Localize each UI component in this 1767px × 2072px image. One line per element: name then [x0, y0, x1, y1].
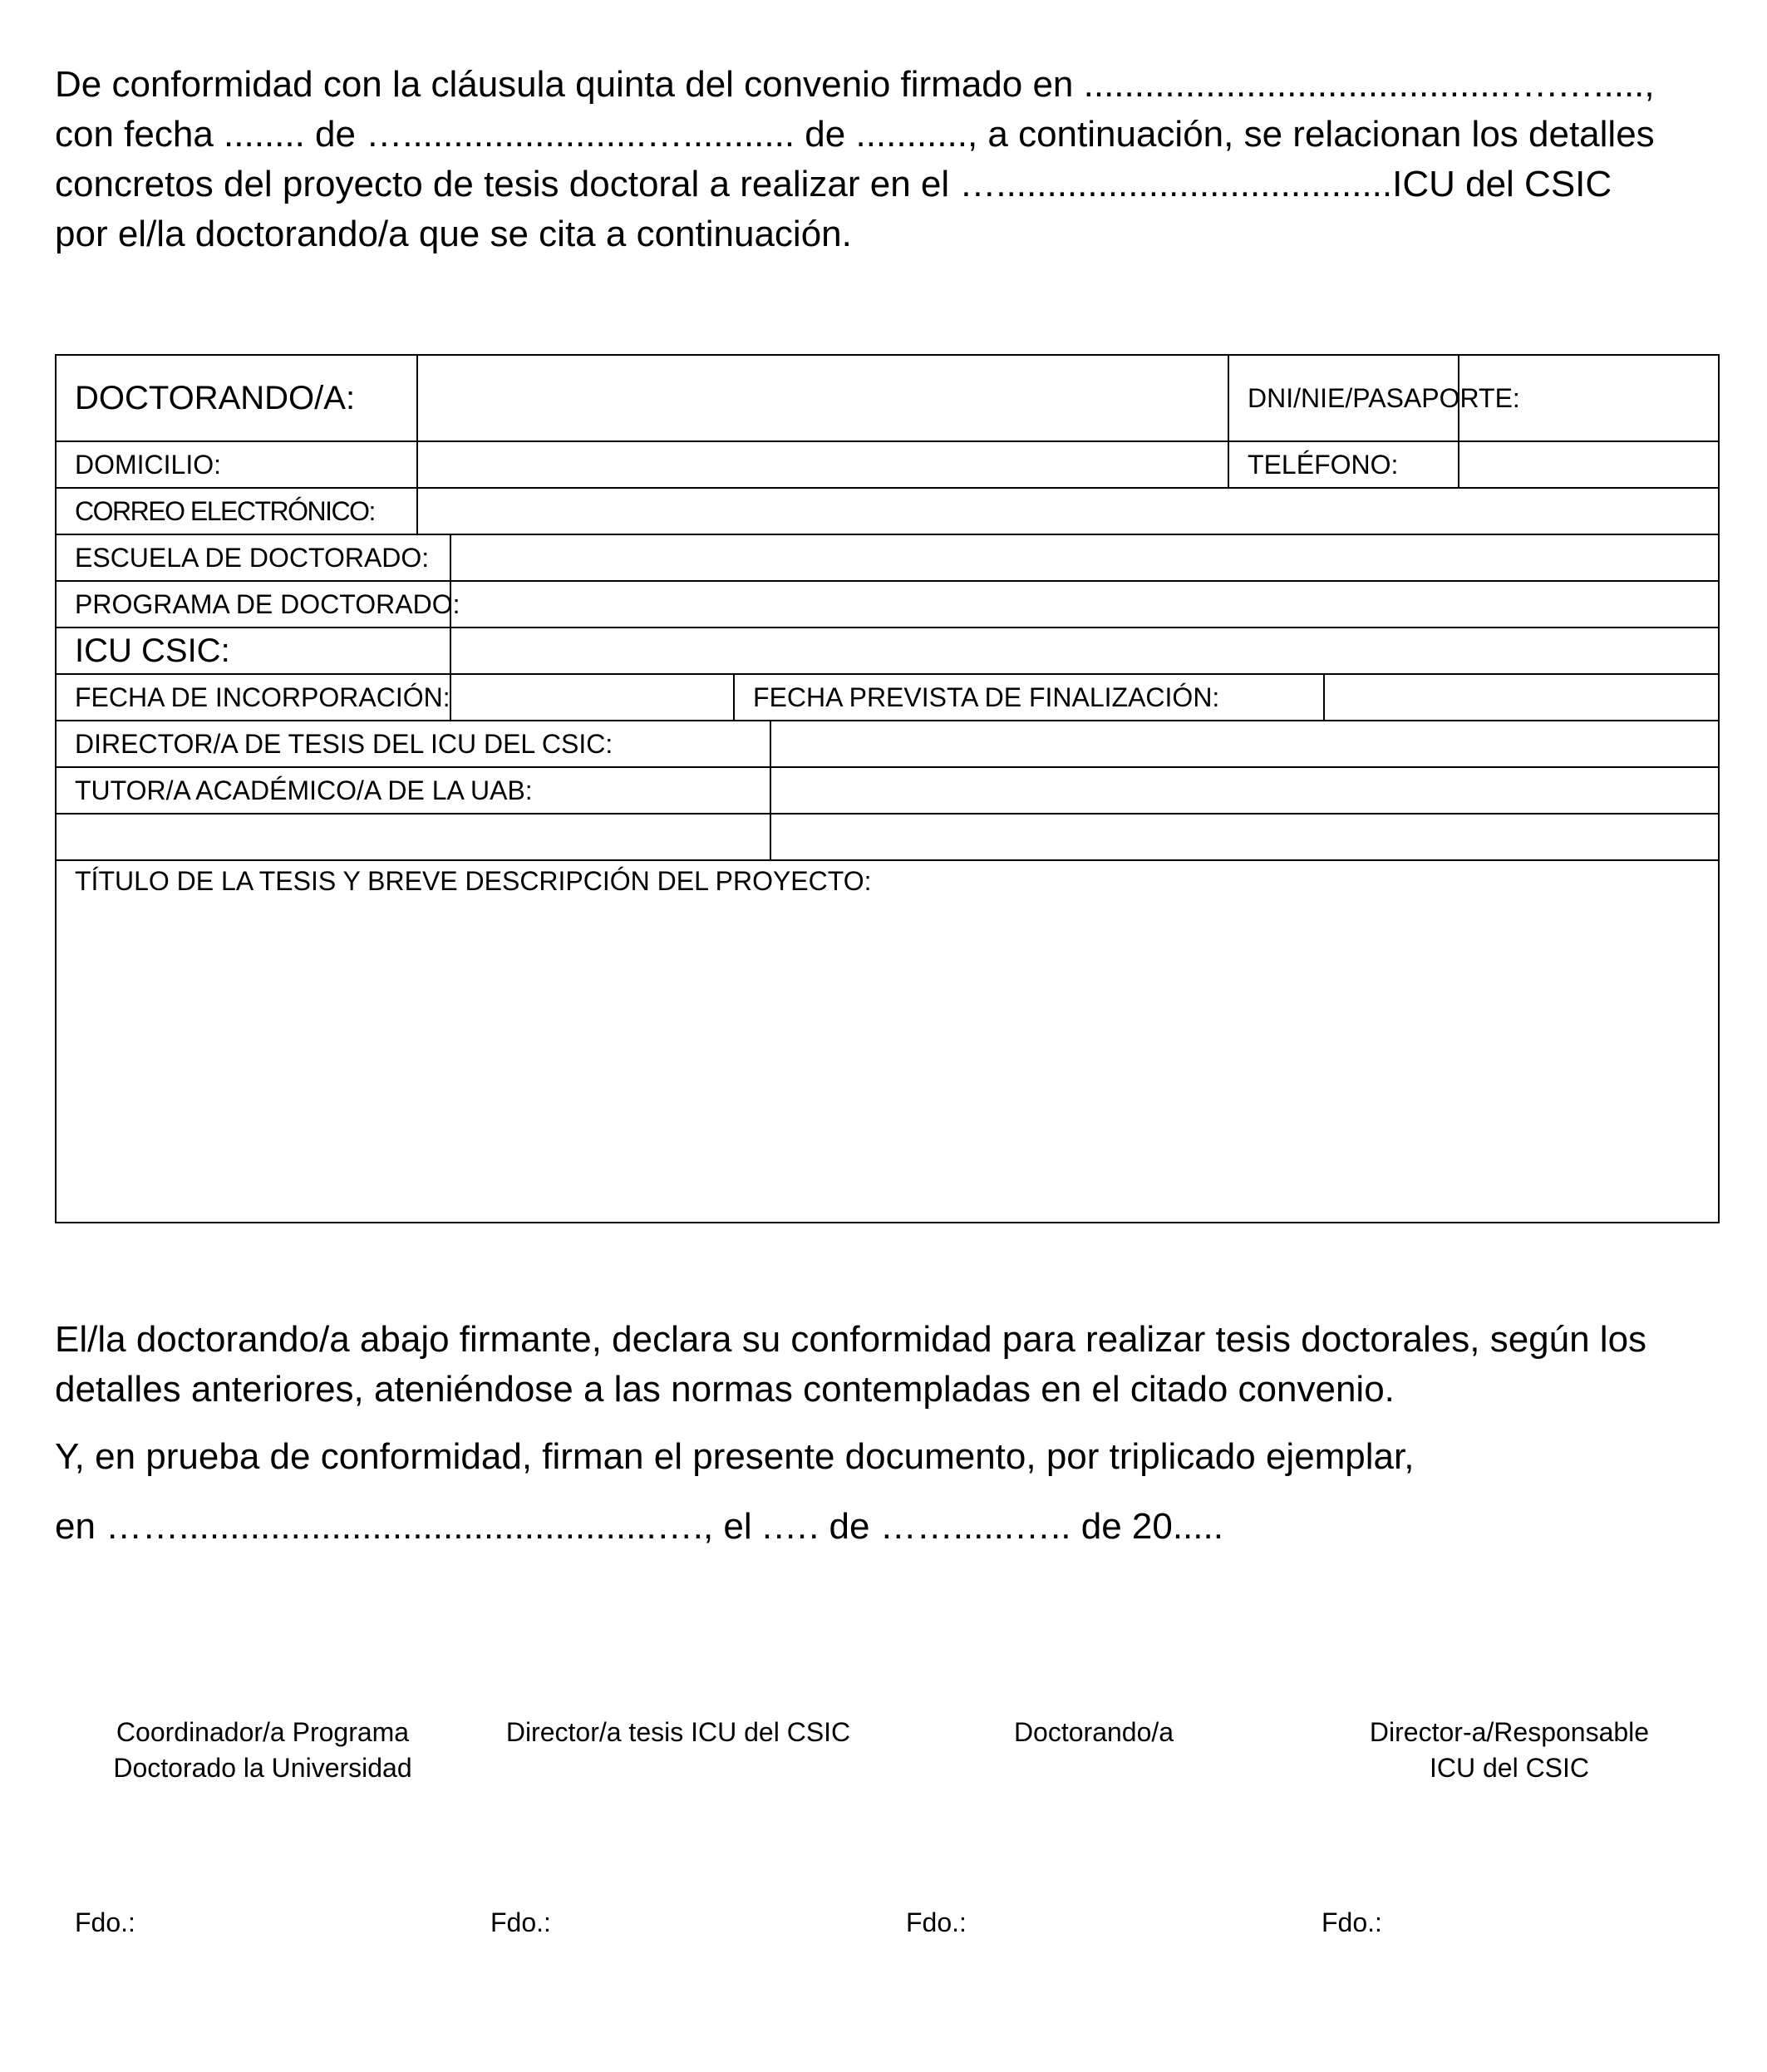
- signature-role-line: Coordinador/a Programa: [116, 1717, 410, 1747]
- blank-label-cell[interactable]: [56, 814, 770, 860]
- proof-line: Y, en prueba de conformidad, firman el presente documento, por triplicado ejemplar,: [55, 1436, 1415, 1477]
- signature-role-coordinador: [55, 1715, 470, 1786]
- programa-label: PROGRAMA DE DOCTORADO:: [56, 581, 450, 628]
- row-blank: [56, 814, 1719, 860]
- domicilio-field[interactable]: [417, 441, 1228, 488]
- director-label: DIRECTOR/A DE TESIS DEL ICU DEL CSIC:: [56, 721, 770, 767]
- row-domicilio: [56, 441, 1719, 488]
- row-doctorando: [56, 355, 1719, 441]
- titulo-field[interactable]: [56, 860, 1719, 1223]
- signature-role-doctorando: [886, 1715, 1302, 1750]
- fdo-doctorando: Fdo.:: [906, 1907, 967, 1937]
- intro-paragraph: De conformidad con la cláusula quinta del convenio firmado en ..........................................….…....., con fecha ........ de …........................…........... de ..........., a continuación, se relacionan los detalles concretos del proyecto de tesis doctoral a realizar en el ….......................................ICU del CSIC por el/la doctorando/a que se cita a continuación.: [55, 64, 1655, 254]
- signature-role-director-tesis: [470, 1715, 886, 1750]
- fdo-coordinador: Fdo.:: [75, 1907, 135, 1937]
- row-icu: [56, 628, 1719, 674]
- place-date-line: en ……...............................................…., el .…. de ……......….. de 20.....: [55, 1506, 1223, 1547]
- project-details-table: [55, 354, 1720, 1223]
- fecha-finalizacion-label: FECHA PREVISTA DE FINALIZACIÓN:: [734, 674, 1324, 721]
- correo-field[interactable]: [417, 488, 1719, 534]
- fecha-incorporacion-label: FECHA DE INCORPORACIÓN:: [56, 674, 450, 721]
- row-tutor: [56, 767, 1719, 814]
- signature-role-line: Director-a/Responsable: [1369, 1717, 1650, 1747]
- fdo-director-icu: Fdo.:: [1322, 1907, 1382, 1937]
- dni-label: DNI/NIE/PASAPORTE:: [1228, 355, 1459, 441]
- declaration-paragraph: El/la doctorando/a abajo firmante, declara su conformidad para realizar tesis doctorales, según los detalles anteriores, ateniéndose a las normas contempladas en el citado convenio.: [55, 1319, 1647, 1410]
- row-titulo: [56, 860, 1719, 1223]
- signature-role-line: ICU del CSIC: [1429, 1753, 1590, 1783]
- tutor-label: TUTOR/A ACADÉMICO/A DE LA UAB:: [56, 767, 770, 814]
- row-escuela: [56, 534, 1719, 581]
- row-programa: [56, 581, 1719, 628]
- escuela-field[interactable]: [450, 534, 1719, 581]
- fecha-finalizacion-field[interactable]: [1324, 674, 1719, 721]
- icu-label: ICU CSIC:: [56, 628, 450, 674]
- signature-role-line: Doctorando/a: [1013, 1717, 1174, 1747]
- signature-role-line: Doctorado la Universidad: [113, 1753, 412, 1783]
- telefono-label: TELÉFONO:: [1228, 441, 1459, 488]
- signature-role-director-icu: [1302, 1715, 1717, 1786]
- fecha-incorporacion-field[interactable]: [450, 674, 734, 721]
- signature-role-line: Director/a tesis ICU del CSIC: [505, 1717, 851, 1747]
- titulo-label: TÍTULO DE LA TESIS Y BREVE DESCRIPCIÓN DEL PROYECTO:: [75, 866, 872, 896]
- icu-field[interactable]: [450, 628, 1719, 674]
- domicilio-label: DOMICILIO:: [56, 441, 417, 488]
- doctorando-label: DOCTORANDO/A:: [56, 355, 417, 441]
- row-director: [56, 721, 1719, 767]
- blank-field-cell[interactable]: [770, 814, 1719, 860]
- director-field[interactable]: [770, 721, 1719, 767]
- doctorando-field[interactable]: [417, 355, 1228, 441]
- row-fechas: [56, 674, 1719, 721]
- row-correo: [56, 488, 1719, 534]
- programa-field[interactable]: [450, 581, 1719, 628]
- fdo-director-tesis: Fdo.:: [490, 1907, 551, 1937]
- correo-label: CORREO ELECTRÓNICO:: [56, 488, 417, 534]
- escuela-label: ESCUELA DE DOCTORADO:: [56, 534, 450, 581]
- telefono-field[interactable]: [1459, 441, 1719, 488]
- tutor-field[interactable]: [770, 767, 1719, 814]
